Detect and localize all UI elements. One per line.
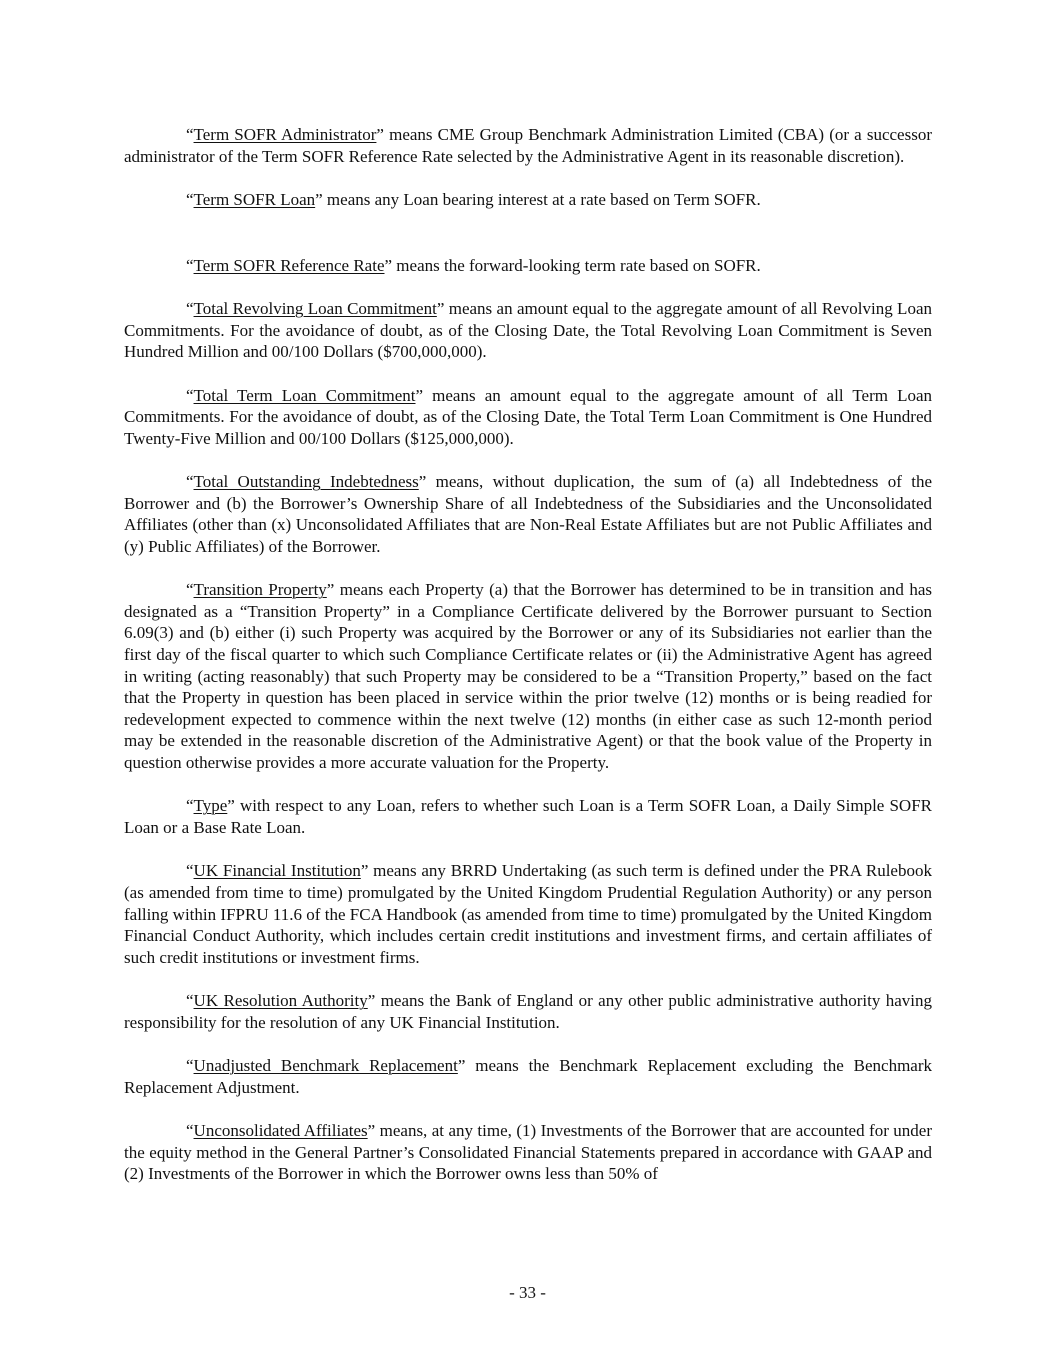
definition-term-sofr-loan: “Term SOFR Loan” means any Loan bearing interest at a rate based on Term SOFR. — [186, 189, 761, 209]
defined-term: UK Resolution Authority — [193, 991, 368, 1011]
definition-total-outstanding-indebtedness: “Total Outstanding Indebtedness” means, without duplication, the sum of (a) all Indebtedness of the Borrower and (b) the Borrower’s Ownership Share of all Indebtedness of the Subsidiaries and the Unconsolidated Affiliates (other than (x) Unconsolidated Affiliates that are Non-Real Estate Affiliates but are not Public Affiliates and (y) Public Affiliates) of the Borrower. — [124, 472, 932, 556]
definition-body: ” means, at any time, (1) Investments of the Borrower that are accounted for under the equity method in the General Partner’s Consolidated Financial Statements prepared in accordance with GAAP and (2) Investments of the Borrower in which the Borrower owns less than 50% of — [124, 1121, 932, 1184]
definition-body: ” means an amount equal to the aggregate amount of all Revolving Loan Commitments. For the avoidance of doubt, as of the Closing Date, the Total Revolving Loan Commitment is Seven Hundred Million and 00/100 Dollars ($700,000,000). — [124, 298, 932, 362]
defined-term: Type — [193, 796, 228, 816]
definition-unconsolidated-affiliates: “Unconsolidated Affiliates” means, at any time, (1) Investments of the Borrower that are accounted for under the equity method in the General Partner’s Consolidated Financial Statements prepared in accordance with GAAP and (2) Investments of the Borrower in which the Borrower owns less than 50% of — [124, 1121, 932, 1184]
defined-term: Total Term Loan Commitment — [193, 385, 416, 405]
defined-term: Unadjusted Benchmark Replacement — [193, 1056, 458, 1076]
definition-body: ” means, without duplication, the sum of (a) all Indebtedness of the Borrower and (b) the Borrower’s Ownership Share of all Indebtedness of the Subsidiaries and the Unconsolidated Affiliates (other than (x) Unconsolidated Affiliates that are Non-Real Estate Affiliates but are not Public Affiliates and (y) Public Affiliates) of the Borrower. — [124, 472, 932, 556]
definition-body: ” means the forward-looking term rate based on SOFR. — [384, 255, 761, 275]
definition-body: ” means an amount equal to the aggregate amount of all Term Loan Commitments. For the avoidance of doubt, as of the Closing Date, the Total Term Loan Commitment is One Hundred Twenty-Five Million and 00/100 Dollars ($125,000,000). — [124, 385, 932, 448]
definition-unadjusted-benchmark-replacement: “Unadjusted Benchmark Replacement” means the Benchmark Replacement excluding the Benchmark Replacement Adjustment. — [124, 1056, 932, 1097]
defined-term: Total Revolving Loan Commitment — [193, 298, 437, 318]
defined-term: Unconsolidated Affiliates — [193, 1121, 368, 1141]
definition-type: “Type” with respect to any Loan, refers to whether such Loan is a Term SOFR Loan, a Daily Simple SOFR Loan or a Base Rate Loan. — [124, 796, 932, 838]
definition-body: ” means CME Group Benchmark Administration Limited (CBA) (or a successor administrator of the Term SOFR Reference Rate selected by the Administrative Agent in its reasonable discretion). — [124, 125, 932, 166]
definition-body: ” means the Benchmark Replacement excluding the Benchmark Replacement Adjustment. — [124, 1056, 932, 1097]
definition-body: ” with respect to any Loan, refers to whether such Loan is a Term SOFR Loan, a Daily Simple SOFR Loan or a Base Rate Loan. — [124, 796, 932, 838]
definition-total-revolving-loan-commitment: “Total Revolving Loan Commitment” means an amount equal to the aggregate amount of all Revolving Loan Commitments. For the avoidance of doubt, as of the Closing Date, the Total Revolving Loan Commitment is Seven Hundred Million and 00/100 Dollars ($700,000,000). — [124, 298, 932, 362]
defined-term: Term SOFR Administrator — [193, 125, 377, 144]
defined-term: Total Outstanding Indebtedness — [193, 472, 419, 492]
definition-transition-property: “Transition Property” means each Property (a) that the Borrower has determined to be in transition and has designated as a “Transition Property” in a Compliance Certificate delivered by the Borrower pursuant to Section 6.09(3) and (b) either (i) such Property was acquired by the Borrower or any of its Subsidiaries not earlier than the first day of the fiscal quarter to which such Compliance Certificate relates or (ii) the Administrative Agent has agreed in writing (acting reasonably) that such Property may be considered to be a “Transition Property,” based on the fact that the Property in question has been placed in service within the prior twelve (12) months or is being readied for redevelopment expected to commence within the next twelve (12) months (in either case as such 12-month period may be extended in the reasonable discretion of the Administrative Agent) or that the book value of the Property in question otherwise provides a more accurate valuation for the Property. — [124, 580, 932, 773]
definition-body: ” means any BRRD Undertaking (as such term is defined under the PRA Rulebook (as amended from time to time) promulgated by the United Kingdom Prudential Regulation Authority) or any person falling within IFPRU 11.6 of the FCA Handbook (as amended from time to time) promulgated by the United Kingdom Financial Conduct Authority, which includes certain credit institutions and investment firms, and certain affiliates of such credit institutions or investment firms. — [124, 861, 932, 967]
defined-term: Term SOFR Reference Rate — [193, 255, 385, 275]
defined-term: Term SOFR Loan — [193, 189, 316, 209]
definition-uk-resolution-authority: “UK Resolution Authority” means the Bank of England or any other public administrative authority having responsibility for the resolution of any UK Financial Institution. — [124, 991, 932, 1032]
defined-term: UK Financial Institution — [193, 861, 361, 881]
definition-body: ” means the Bank of England or any other public administrative authority having responsibility for the resolution of any UK Financial Institution. — [124, 991, 932, 1032]
definition-term-sofr-reference-rate: “Term SOFR Reference Rate” means the forward-looking term rate based on SOFR. — [186, 255, 761, 275]
definition-total-term-loan-commitment: “Total Term Loan Commitment” means an amount equal to the aggregate amount of all Term Loan Commitments. For the avoidance of doubt, as of the Closing Date, the Total Term Loan Commitment is One Hundred Twenty-Five Million and 00/100 Dollars ($125,000,000). — [124, 385, 932, 448]
definition-term-sofr-administrator: “Term SOFR Administrator” means CME Group Benchmark Administration Limited (CBA) (or a successor administrator of the Term SOFR Reference Rate selected by the Administrative Agent in its reasonable discretion). — [124, 125, 932, 166]
definition-body: ” means each Property (a) that the Borrower has determined to be in transition and has designated as a “Transition Property” in a Compliance Certificate delivered by the Borrower pursuant to Section 6.09(3) and (b) either (i) such Property was acquired by the Borrower or any of its Subsidiaries not earlier than the first day of the fiscal quarter to which such Compliance Certificate relates or (ii) the Administrative Agent has agreed in writing (acting reasonably) that such Property may be considered to be a “Transition Property,” based on the fact that the Property in question has been placed in service within the prior twelve (12) months or is being readied for redevelopment expected to commence within the next twelve (12) months (in either case as such 12-month period may be extended in the reasonable discretion of the Administrative Agent) or that the book value of the Property in question otherwise provides a more accurate valuation for the Property. — [124, 580, 932, 773]
page-number: - 33 - — [509, 1283, 546, 1302]
definition-uk-financial-institution: “UK Financial Institution” means any BRRD Undertaking (as such term is defined under the PRA Rulebook (as amended from time to time) promulgated by the United Kingdom Prudential Regulation Authority) or any person falling within IFPRU 11.6 of the FCA Handbook (as amended from time to time) promulgated by the United Kingdom Financial Conduct Authority, which includes certain credit institutions and investment firms, and certain affiliates of such credit institutions or investment firms. — [124, 861, 932, 967]
document-page — [124, 124, 932, 1207]
definition-body: ” means any Loan bearing interest at a rate based on Term SOFR. — [315, 189, 761, 209]
defined-term: Transition Property — [193, 580, 327, 600]
